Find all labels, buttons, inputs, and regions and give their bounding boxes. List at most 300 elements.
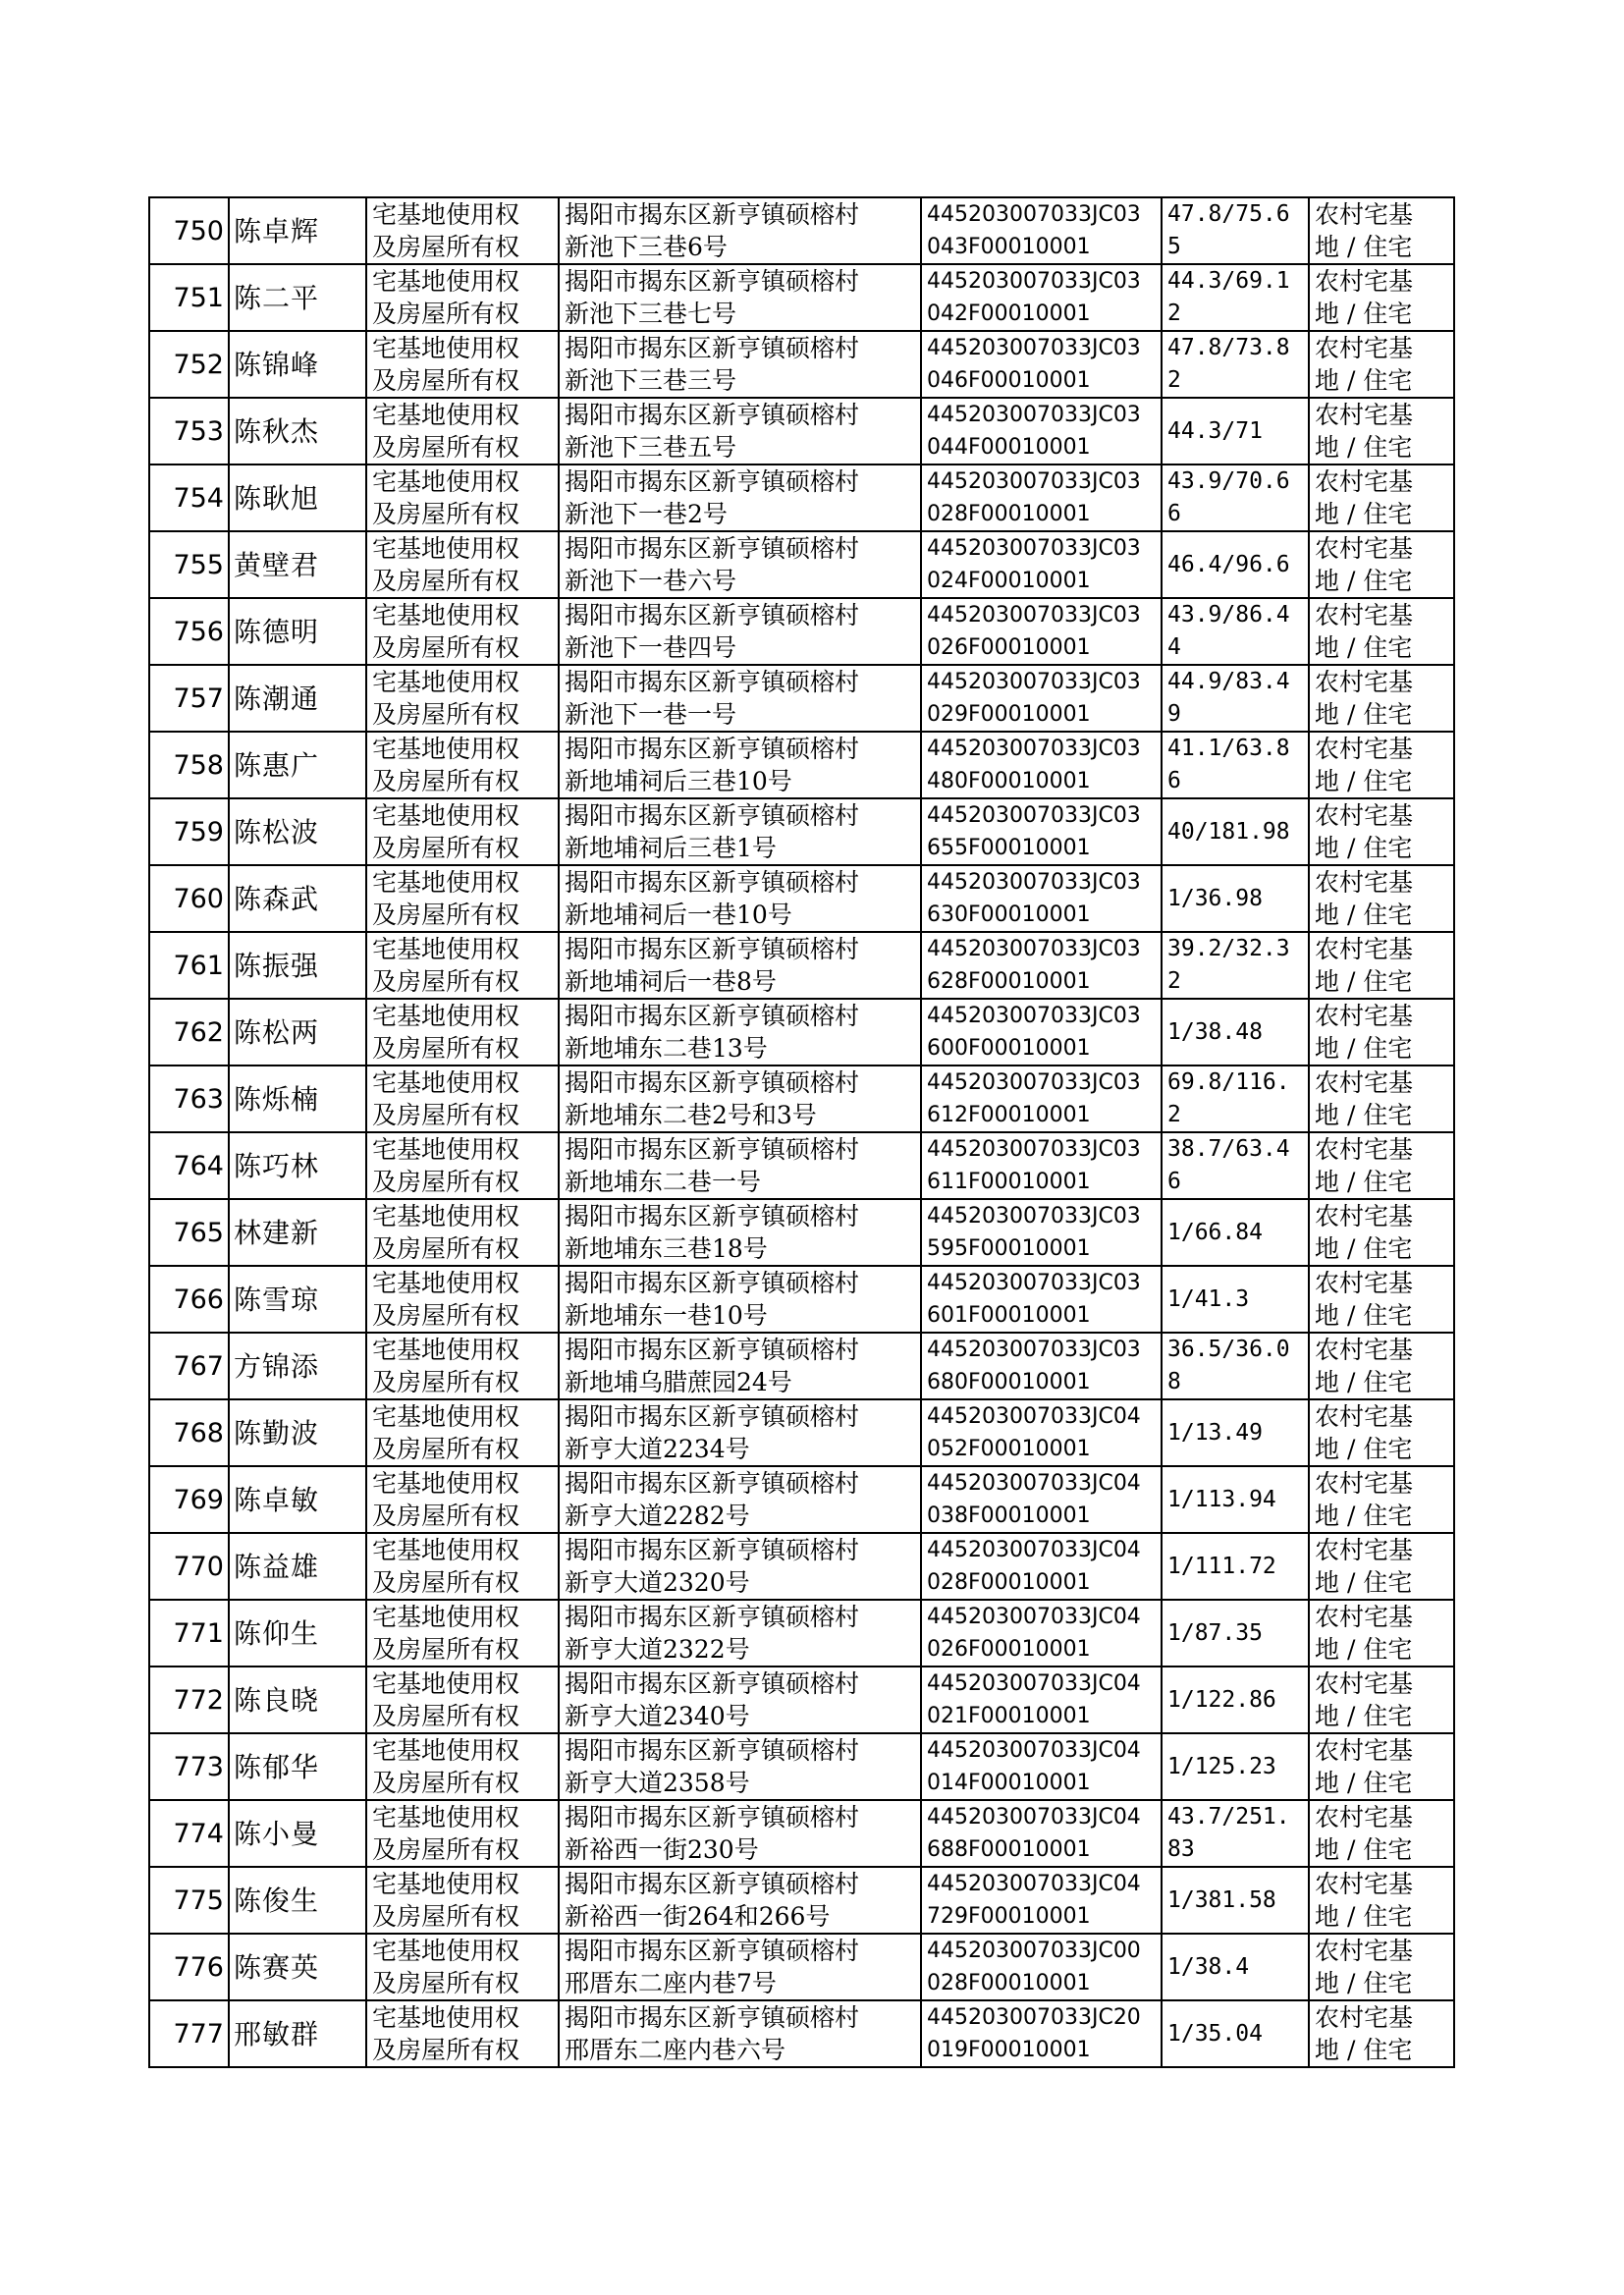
usage-cell <box>1309 1934 1454 2000</box>
cell-line: 46.4/96.6 <box>1167 551 1290 577</box>
cell-line: 2 <box>1167 968 1181 994</box>
area-cell <box>1162 1733 1309 1800</box>
table-row <box>149 932 1454 999</box>
address-cell <box>559 2000 921 2067</box>
owner-name-cell: 陈森武 <box>229 865 366 932</box>
right-type-cell <box>366 264 559 331</box>
cell-line: 地 / 住宅 <box>1315 366 1413 395</box>
table-row <box>149 1733 1454 1800</box>
right-type-cell <box>366 197 559 264</box>
row-number-cell: 755 <box>149 531 229 598</box>
cell-line: 及房屋所有权 <box>372 700 520 729</box>
area-cell <box>1162 1533 1309 1600</box>
area-cell <box>1162 1867 1309 1934</box>
area-cell <box>1162 2000 1309 2067</box>
cell-line: 8 <box>1167 1369 1181 1394</box>
address-cell <box>559 1266 921 1333</box>
row-number-cell: 764 <box>149 1132 229 1199</box>
address-cell <box>559 598 921 665</box>
cell-line: 及房屋所有权 <box>372 767 520 795</box>
cell-line: 83 <box>1167 1836 1195 1862</box>
cell-line: 1/113.94 <box>1167 1486 1276 1512</box>
area-cell <box>1162 531 1309 598</box>
cell-line: 地 / 住宅 <box>1315 1769 1413 1797</box>
address-cell <box>559 1066 921 1132</box>
address-cell <box>559 464 921 531</box>
cell-line: 宅基地使用权 <box>372 1068 520 1097</box>
cell-line: 新地埔祠后一巷10号 <box>565 901 792 929</box>
cell-line: 1/13.49 <box>1167 1419 1263 1446</box>
address-cell <box>559 1600 921 1667</box>
cell-line: 宅基地使用权 <box>372 1803 520 1831</box>
cell-line: 及房屋所有权 <box>372 633 520 662</box>
cell-line: 揭阳市揭东区新亨镇硕榕村 <box>565 401 860 429</box>
cell-line: 024F00010001 <box>927 569 1091 593</box>
usage-cell <box>1309 732 1454 798</box>
cell-line: 地 / 住宅 <box>1315 1168 1413 1196</box>
address-cell <box>559 1733 921 1800</box>
address-cell <box>559 665 921 732</box>
right-type-cell <box>366 1800 559 1867</box>
table-row <box>149 665 1454 732</box>
cell-line: 445203007033JC04 <box>927 1671 1141 1696</box>
cell-line: 1/381.58 <box>1167 1886 1276 1913</box>
cell-line: 600F00010001 <box>927 1036 1091 1061</box>
row-number-cell: 762 <box>149 999 229 1066</box>
cell-line: 445203007033JC03 <box>927 202 1141 227</box>
right-type-cell <box>366 932 559 999</box>
address-cell <box>559 398 921 464</box>
unit-code-cell <box>921 665 1162 732</box>
cell-line: 及房屋所有权 <box>372 567 520 595</box>
cell-line: 655F00010001 <box>927 836 1091 860</box>
row-number-cell: 769 <box>149 1466 229 1533</box>
right-type-cell <box>366 1132 559 1199</box>
cell-line: 新亨大道2234号 <box>565 1435 750 1463</box>
address-cell <box>559 1132 921 1199</box>
usage-cell <box>1309 1600 1454 1667</box>
cell-line: 地 / 住宅 <box>1315 233 1413 261</box>
cell-line: 47.8/75.6 <box>1167 201 1290 227</box>
cell-line: 宅基地使用权 <box>372 1736 520 1765</box>
cell-line: 地 / 住宅 <box>1315 2036 1413 2064</box>
cell-line: 揭阳市揭东区新亨镇硕榕村 <box>565 1603 860 1631</box>
owner-name-cell: 陈雪琼 <box>229 1266 366 1333</box>
row-number-cell: 759 <box>149 798 229 865</box>
cell-line: 026F00010001 <box>927 635 1091 660</box>
cell-line: 6 <box>1167 1169 1181 1194</box>
cell-line: 农村宅基 <box>1315 668 1414 696</box>
cell-line: 农村宅基 <box>1315 467 1414 496</box>
cell-line: 农村宅基 <box>1315 1002 1414 1030</box>
cell-line: 揭阳市揭东区新亨镇硕榕村 <box>565 1536 860 1564</box>
cell-line: 农村宅基 <box>1315 935 1414 963</box>
address-cell <box>559 197 921 264</box>
cell-line: 新亨大道2322号 <box>565 1635 750 1664</box>
cell-line: 宅基地使用权 <box>372 1469 520 1498</box>
cell-line: 宅基地使用权 <box>372 1135 520 1164</box>
cell-line: 1/122.86 <box>1167 1686 1276 1713</box>
cell-line: 44.3/71 <box>1167 417 1263 444</box>
cell-line: 680F00010001 <box>927 1370 1091 1394</box>
table-row <box>149 1934 1454 2000</box>
owner-name-cell: 陈仰生 <box>229 1600 366 1667</box>
table-row <box>149 464 1454 531</box>
property-rights-table <box>148 196 1455 2068</box>
cell-line: 农村宅基 <box>1315 2003 1414 2032</box>
cell-line: 新亨大道2358号 <box>565 1769 750 1797</box>
usage-cell <box>1309 1667 1454 1733</box>
row-number-cell: 773 <box>149 1733 229 1800</box>
cell-line: 69.8/116. <box>1167 1069 1290 1095</box>
right-type-cell <box>366 1867 559 1934</box>
cell-line: 揭阳市揭东区新亨镇硕榕村 <box>565 1669 860 1698</box>
table-row <box>149 999 1454 1066</box>
address-cell <box>559 932 921 999</box>
cell-line: 农村宅基 <box>1315 1269 1414 1297</box>
cell-line: 揭阳市揭东区新亨镇硕榕村 <box>565 1469 860 1498</box>
cell-line: 41.1/63.8 <box>1167 736 1290 761</box>
cell-line: 揭阳市揭东区新亨镇硕榕村 <box>565 200 860 229</box>
cell-line: 揭阳市揭东区新亨镇硕榕村 <box>565 935 860 963</box>
cell-line: 445203007033JC03 <box>927 1271 1141 1295</box>
cell-line: 地 / 住宅 <box>1315 1635 1413 1664</box>
cell-line: 445203007033JC03 <box>927 670 1141 694</box>
unit-code-cell <box>921 531 1162 598</box>
cell-line: 揭阳市揭东区新亨镇硕榕村 <box>565 601 860 629</box>
cell-line: 地 / 住宅 <box>1315 967 1413 996</box>
table-row <box>149 732 1454 798</box>
cell-line: 042F00010001 <box>927 301 1091 326</box>
cell-line: 揭阳市揭东区新亨镇硕榕村 <box>565 1402 860 1431</box>
owner-name-cell: 陈松波 <box>229 798 366 865</box>
usage-cell <box>1309 865 1454 932</box>
usage-cell <box>1309 531 1454 598</box>
cell-line: 地 / 住宅 <box>1315 1502 1413 1530</box>
cell-line: 地 / 住宅 <box>1315 567 1413 595</box>
cell-line: 及房屋所有权 <box>372 1101 520 1129</box>
table-row <box>149 598 1454 665</box>
cell-line: 地 / 住宅 <box>1315 1101 1413 1129</box>
cell-line: 043F00010001 <box>927 235 1091 259</box>
cell-line: 农村宅基 <box>1315 1937 1414 1965</box>
area-cell <box>1162 865 1309 932</box>
cell-line: 1/111.72 <box>1167 1553 1276 1579</box>
cell-line: 新地埔祠后一巷8号 <box>565 967 777 996</box>
cell-line: 揭阳市揭东区新亨镇硕榕村 <box>565 1202 860 1230</box>
unit-code-cell <box>921 1600 1162 1667</box>
cell-line: 044F00010001 <box>927 435 1091 460</box>
cell-line: 地 / 住宅 <box>1315 1902 1413 1931</box>
right-type-cell <box>366 331 559 398</box>
cell-line: 揭阳市揭东区新亨镇硕榕村 <box>565 267 860 296</box>
area-cell <box>1162 464 1309 531</box>
row-number-cell: 763 <box>149 1066 229 1132</box>
cell-line: 43.9/86.4 <box>1167 602 1290 628</box>
cell-line: 揭阳市揭东区新亨镇硕榕村 <box>565 1002 860 1030</box>
cell-line: 2 <box>1167 1102 1181 1127</box>
owner-name-cell: 陈惠广 <box>229 732 366 798</box>
owner-name-cell: 陈二平 <box>229 264 366 331</box>
unit-code-cell <box>921 798 1162 865</box>
cell-line: 及房屋所有权 <box>372 366 520 395</box>
cell-line: 1/38.4 <box>1167 1953 1250 1980</box>
area-cell <box>1162 1800 1309 1867</box>
cell-line: 445203007033JC03 <box>927 336 1141 360</box>
area-cell <box>1162 999 1309 1066</box>
cell-line: 445203007033JC03 <box>927 603 1141 628</box>
owner-name-cell: 陈松两 <box>229 999 366 1066</box>
cell-line: 028F00010001 <box>927 1971 1091 1995</box>
cell-line: 新地埔东二巷13号 <box>565 1034 768 1063</box>
cell-line: 及房屋所有权 <box>372 2036 520 2064</box>
cell-line: 新池下一巷2号 <box>565 500 728 528</box>
area-cell <box>1162 398 1309 464</box>
usage-cell <box>1309 665 1454 732</box>
cell-line: 1/36.98 <box>1167 885 1263 911</box>
cell-line: 新地埔东二巷2号和3号 <box>565 1101 817 1129</box>
unit-code-cell <box>921 1733 1162 1800</box>
right-type-cell <box>366 999 559 1066</box>
owner-name-cell: 陈赛英 <box>229 1934 366 2000</box>
cell-line: 及房屋所有权 <box>372 967 520 996</box>
cell-line: 农村宅基 <box>1315 534 1414 563</box>
row-number-cell: 752 <box>149 331 229 398</box>
area-cell <box>1162 1266 1309 1333</box>
usage-cell <box>1309 398 1454 464</box>
table-row <box>149 1066 1454 1132</box>
cell-line: 1/66.84 <box>1167 1219 1263 1245</box>
usage-cell <box>1309 2000 1454 2067</box>
owner-name-cell: 陈耿旭 <box>229 464 366 531</box>
owner-name-cell: 陈益雄 <box>229 1533 366 1600</box>
unit-code-cell <box>921 1199 1162 1266</box>
cell-line: 052F00010001 <box>927 1437 1091 1461</box>
cell-line: 9 <box>1167 701 1181 727</box>
row-number-cell: 771 <box>149 1600 229 1667</box>
owner-name-cell: 陈锦峰 <box>229 331 366 398</box>
cell-line: 揭阳市揭东区新亨镇硕榕村 <box>565 1937 860 1965</box>
owner-name-cell: 陈郁华 <box>229 1733 366 1800</box>
cell-line: 地 / 住宅 <box>1315 433 1413 462</box>
cell-line: 农村宅基 <box>1315 1870 1414 1898</box>
cell-line: 1/87.35 <box>1167 1619 1263 1646</box>
cell-line: 地 / 住宅 <box>1315 1234 1413 1263</box>
cell-line: 揭阳市揭东区新亨镇硕榕村 <box>565 1736 860 1765</box>
cell-line: 宅基地使用权 <box>372 1669 520 1698</box>
right-type-cell <box>366 398 559 464</box>
right-type-cell <box>366 1266 559 1333</box>
area-cell <box>1162 798 1309 865</box>
cell-line: 揭阳市揭东区新亨镇硕榕村 <box>565 534 860 563</box>
unit-code-cell <box>921 1867 1162 1934</box>
cell-line: 及房屋所有权 <box>372 500 520 528</box>
unit-code-cell <box>921 1266 1162 1333</box>
cell-line: 及房屋所有权 <box>372 1435 520 1463</box>
right-type-cell <box>366 1600 559 1667</box>
cell-line: 445203007033JC00 <box>927 1939 1141 1963</box>
right-type-cell <box>366 1667 559 1733</box>
row-number-cell: 753 <box>149 398 229 464</box>
unit-code-cell <box>921 1934 1162 2000</box>
cell-line: 新亨大道2320号 <box>565 1568 750 1597</box>
address-cell <box>559 865 921 932</box>
cell-line: 农村宅基 <box>1315 801 1414 830</box>
unit-code-cell <box>921 1066 1162 1132</box>
usage-cell <box>1309 1066 1454 1132</box>
cell-line: 宅基地使用权 <box>372 2003 520 2032</box>
usage-cell <box>1309 999 1454 1066</box>
cell-line: 农村宅基 <box>1315 1736 1414 1765</box>
cell-line: 及房屋所有权 <box>372 300 520 328</box>
owner-name-cell: 陈勤波 <box>229 1399 366 1466</box>
cell-line: 地 / 住宅 <box>1315 500 1413 528</box>
right-type-cell <box>366 2000 559 2067</box>
row-number-cell: 777 <box>149 2000 229 2067</box>
unit-code-cell <box>921 264 1162 331</box>
cell-line: 宅基地使用权 <box>372 1269 520 1297</box>
cell-line: 宅基地使用权 <box>372 1603 520 1631</box>
cell-line: 新池下三巷七号 <box>565 300 737 328</box>
address-cell <box>559 1867 921 1934</box>
cell-line: 及房屋所有权 <box>372 901 520 929</box>
cell-line: 新池下一巷六号 <box>565 567 737 595</box>
table-row <box>149 398 1454 464</box>
owner-name-cell: 陈德明 <box>229 598 366 665</box>
cell-line: 宅基地使用权 <box>372 334 520 362</box>
area-cell <box>1162 1199 1309 1266</box>
cell-line: 及房屋所有权 <box>372 1902 520 1931</box>
area-cell <box>1162 264 1309 331</box>
cell-line: 445203007033JC03 <box>927 1004 1141 1028</box>
right-type-cell <box>366 865 559 932</box>
cell-line: 揭阳市揭东区新亨镇硕榕村 <box>565 735 860 763</box>
address-cell <box>559 999 921 1066</box>
cell-line: 农村宅基 <box>1315 1536 1414 1564</box>
cell-line: 宅基地使用权 <box>372 1402 520 1431</box>
cell-line: 农村宅基 <box>1315 1469 1414 1498</box>
cell-line: 宅基地使用权 <box>372 467 520 496</box>
right-type-cell <box>366 464 559 531</box>
owner-name-cell: 陈秋杰 <box>229 398 366 464</box>
unit-code-cell <box>921 732 1162 798</box>
row-number-cell: 767 <box>149 1333 229 1399</box>
cell-line: 宅基地使用权 <box>372 534 520 563</box>
cell-line: 029F00010001 <box>927 702 1091 727</box>
cell-line: 宅基地使用权 <box>372 401 520 429</box>
cell-line: 地 / 住宅 <box>1315 834 1413 862</box>
owner-name-cell: 陈俊生 <box>229 1867 366 1934</box>
cell-line: 038F00010001 <box>927 1503 1091 1528</box>
cell-line: 445203007033JC03 <box>927 403 1141 427</box>
cell-line: 新亨大道2340号 <box>565 1702 750 1730</box>
address-cell <box>559 1934 921 2000</box>
area-cell <box>1162 331 1309 398</box>
cell-line: 农村宅基 <box>1315 735 1414 763</box>
cell-line: 地 / 住宅 <box>1315 1702 1413 1730</box>
address-cell <box>559 798 921 865</box>
area-cell <box>1162 598 1309 665</box>
area-cell <box>1162 1934 1309 2000</box>
cell-line: 揭阳市揭东区新亨镇硕榕村 <box>565 868 860 897</box>
cell-line: 新池下一巷一号 <box>565 700 737 729</box>
usage-cell <box>1309 598 1454 665</box>
cell-line: 480F00010001 <box>927 769 1091 793</box>
cell-line: 地 / 住宅 <box>1315 901 1413 929</box>
row-number-cell: 751 <box>149 264 229 331</box>
address-cell <box>559 1333 921 1399</box>
cell-line: 地 / 住宅 <box>1315 300 1413 328</box>
cell-line: 6 <box>1167 501 1181 526</box>
address-cell <box>559 531 921 598</box>
cell-line: 445203007033JC03 <box>927 870 1141 895</box>
table-row <box>149 331 1454 398</box>
usage-cell <box>1309 1199 1454 1266</box>
cell-line: 农村宅基 <box>1315 1803 1414 1831</box>
cell-line: 揭阳市揭东区新亨镇硕榕村 <box>565 1803 860 1831</box>
cell-line: 揭阳市揭东区新亨镇硕榕村 <box>565 1135 860 1164</box>
cell-line: 宅基地使用权 <box>372 200 520 229</box>
cell-line: 445203007033JC04 <box>927 1605 1141 1629</box>
cell-line: 445203007033JC04 <box>927 1805 1141 1830</box>
cell-line: 新池下三巷五号 <box>565 433 737 462</box>
cell-line: 农村宅基 <box>1315 267 1414 296</box>
cell-line: 农村宅基 <box>1315 200 1414 229</box>
cell-line: 农村宅基 <box>1315 1402 1414 1431</box>
cell-line: 新池下三巷6号 <box>565 233 728 261</box>
cell-line: 地 / 住宅 <box>1315 1301 1413 1330</box>
cell-line: 宅基地使用权 <box>372 601 520 629</box>
row-number-cell: 761 <box>149 932 229 999</box>
cell-line: 688F00010001 <box>927 1837 1091 1862</box>
cell-line: 新裕西一街230号 <box>565 1835 759 1864</box>
owner-name-cell: 陈振强 <box>229 932 366 999</box>
cell-line: 地 / 住宅 <box>1315 700 1413 729</box>
cell-line: 及房屋所有权 <box>372 1034 520 1063</box>
cell-line: 445203007033JC03 <box>927 737 1141 761</box>
area-cell <box>1162 932 1309 999</box>
area-cell <box>1162 1132 1309 1199</box>
cell-line: 046F00010001 <box>927 368 1091 393</box>
unit-code-cell <box>921 1533 1162 1600</box>
cell-line: 地 / 住宅 <box>1315 1435 1413 1463</box>
usage-cell <box>1309 1266 1454 1333</box>
usage-cell <box>1309 1399 1454 1466</box>
table-row <box>149 1533 1454 1600</box>
cell-line: 揭阳市揭东区新亨镇硕榕村 <box>565 334 860 362</box>
cell-line: 014F00010001 <box>927 1771 1091 1795</box>
cell-line: 宅基地使用权 <box>372 1870 520 1898</box>
unit-code-cell <box>921 932 1162 999</box>
cell-line: 445203007033JC03 <box>927 1204 1141 1229</box>
area-cell <box>1162 197 1309 264</box>
owner-name-cell: 陈巧林 <box>229 1132 366 1199</box>
cell-line: 宅基地使用权 <box>372 935 520 963</box>
right-type-cell <box>366 1333 559 1399</box>
cell-line: 1/41.3 <box>1167 1285 1250 1312</box>
cell-line: 2 <box>1167 367 1181 393</box>
unit-code-cell <box>921 1667 1162 1733</box>
row-number-cell: 776 <box>149 1934 229 2000</box>
cell-line: 新亨大道2282号 <box>565 1502 750 1530</box>
table-row <box>149 264 1454 331</box>
cell-line: 农村宅基 <box>1315 1068 1414 1097</box>
owner-name-cell: 陈潮通 <box>229 665 366 732</box>
usage-cell <box>1309 932 1454 999</box>
cell-line: 445203007033JC20 <box>927 2005 1141 2030</box>
table-body <box>149 197 1454 2067</box>
usage-cell <box>1309 331 1454 398</box>
